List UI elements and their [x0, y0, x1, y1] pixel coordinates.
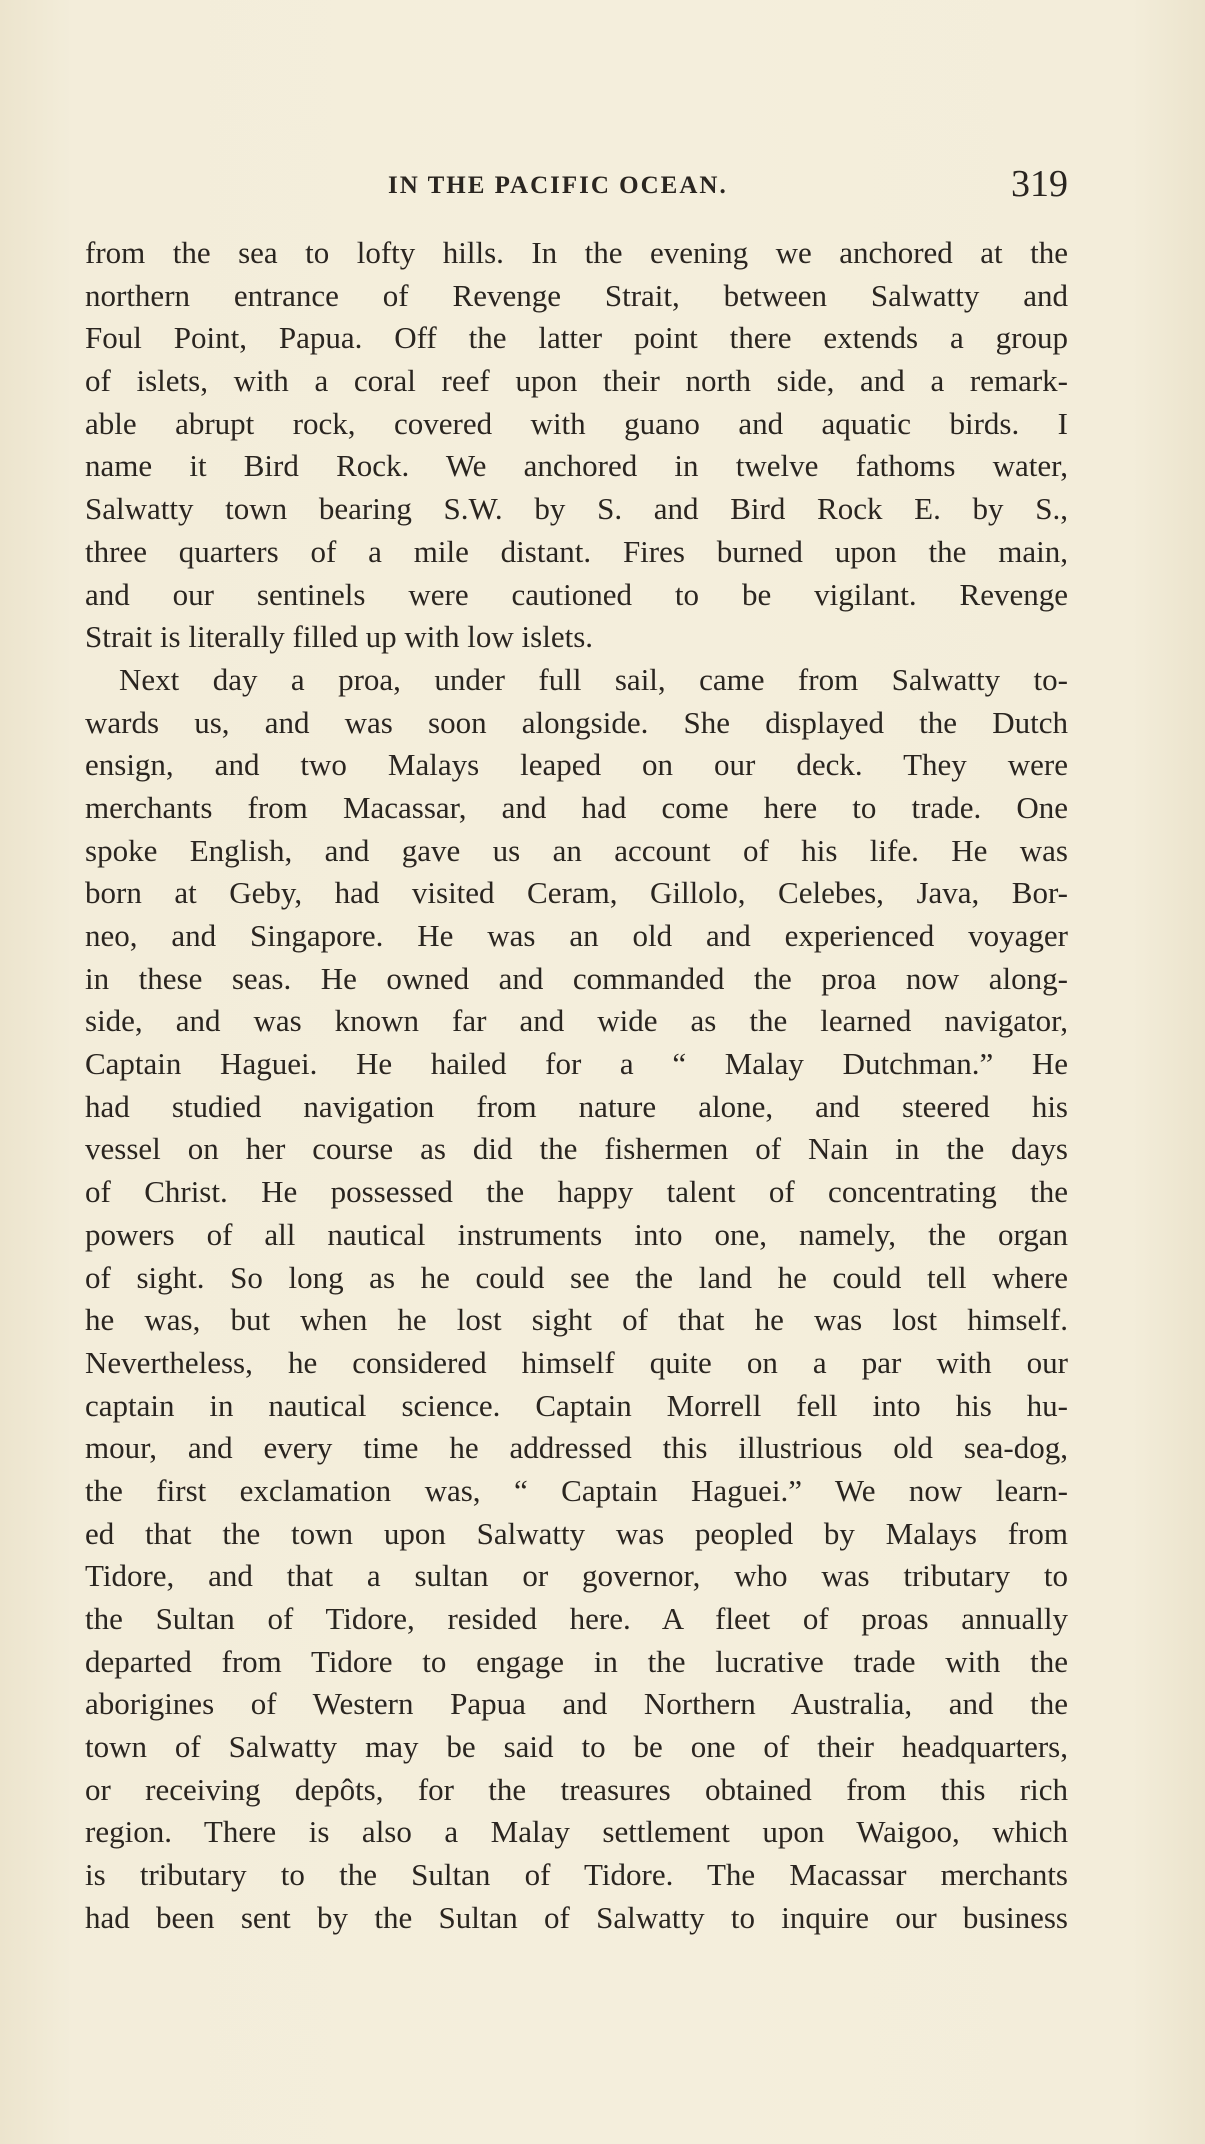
- text-line: side, and was known far and wide as the learned navigator,: [85, 1003, 1068, 1039]
- text-line: northern entrance of Revenge Strait, between Salwatty and: [85, 277, 1068, 313]
- text-line: born at Geby, had visited Ceram, Gillolo, Celebes, Java, Bor-: [85, 875, 1068, 911]
- body-text: [85, 232, 1068, 1940]
- text-line: in these seas. He owned and commanded the proa now along-: [85, 960, 1068, 996]
- text-line: of islets, with a coral reef upon their north side, and a remark-: [85, 363, 1068, 399]
- text-line: region. There is also a Malay settlement upon Waigoo, which: [85, 1814, 1068, 1850]
- text-line: name it Bird Rock. We anchored in twelve fathoms water,: [85, 448, 1068, 484]
- text-line: from the sea to lofty hills. In the evening we anchored at the: [85, 235, 1068, 270]
- text-line: Strait is literally filled up with low islets.: [85, 619, 594, 655]
- text-line: spoke English, and gave us an account of his life. He was: [85, 832, 1068, 868]
- text-line: merchants from Macassar, and had come here to trade. One: [85, 789, 1068, 825]
- text-line: ed that the town upon Salwatty was peopled by Malays from: [85, 1515, 1068, 1551]
- paragraph-1: [85, 232, 1068, 659]
- text-line: captain in nautical science. Captain Morrell fell into his hu-: [85, 1387, 1068, 1423]
- text-line: he was, but when he lost sight of that he was lost himself.: [85, 1302, 1068, 1338]
- text-line: ensign, and two Malays leaped on our deck. They were: [85, 747, 1068, 783]
- text-line: neo, and Singapore. He was an old and experienced voyager: [85, 918, 1068, 953]
- text-line: had been sent by the Sultan of Salwatty to inquire our business: [85, 1899, 1068, 1935]
- text-line: Salwatty town bearing S.W. by S. and Bird Rock E. by S.,: [85, 491, 1068, 527]
- text-line: of Christ. He possessed the happy talent of concentrating the: [85, 1174, 1068, 1210]
- running-head: [85, 163, 1068, 206]
- text-line: the Sultan of Tidore, resided here. A fleet of proas annually: [85, 1601, 1068, 1636]
- text-line: departed from Tidore to engage in the lucrative trade with the: [85, 1643, 1068, 1679]
- text-line: is tributary to the Sultan of Tidore. The Macassar merchants: [85, 1857, 1068, 1893]
- text-line: Foul Point, Papua. Off the latter point there extends a group: [85, 320, 1068, 356]
- text-line: aborigines of Western Papua and Northern Australia, and the: [85, 1686, 1068, 1722]
- text-line: the first exclamation was, “ Captain Haguei.” We now learn-: [85, 1472, 1068, 1508]
- text-line: Next day a proa, under full sail, came from Salwatty to-: [119, 661, 1068, 697]
- text-line: wards us, and was soon alongside. She displayed the Dutch: [85, 704, 1068, 740]
- text-line: Captain Haguei. He hailed for a “ Malay Dutchman.” He: [85, 1046, 1068, 1082]
- running-title: IN THE PACIFIC OCEAN.: [388, 172, 728, 199]
- text-line: town of Salwatty may be said to be one of their headquarters,: [85, 1729, 1068, 1765]
- text-line: of sight. So long as he could see the land he could tell where: [85, 1259, 1068, 1295]
- text-line: able abrupt rock, covered with guano and aquatic birds. I: [85, 405, 1068, 441]
- text-line: powers of all nautical instruments into one, namely, the organ: [85, 1216, 1068, 1252]
- text-line: three quarters of a mile distant. Fires burned upon the main,: [85, 533, 1068, 569]
- text-line: Nevertheless, he considered himself quite on a par with our: [85, 1344, 1068, 1380]
- page-number: 319: [1011, 163, 1068, 205]
- text-line: and our sentinels were cautioned to be vigilant. Revenge: [85, 576, 1068, 612]
- text-line: vessel on her course as did the fishermen of Nain in the days: [85, 1131, 1068, 1167]
- text-line: Tidore, and that a sultan or governor, who was tributary to: [85, 1558, 1068, 1594]
- paragraph-2: [85, 659, 1068, 1940]
- text-line: mour, and every time he addressed this illustrious old sea-dog,: [85, 1430, 1068, 1466]
- text-line: had studied navigation from nature alone, and steered his: [85, 1088, 1068, 1124]
- text-line: or receiving depôts, for the treasures obtained from this rich: [85, 1771, 1068, 1807]
